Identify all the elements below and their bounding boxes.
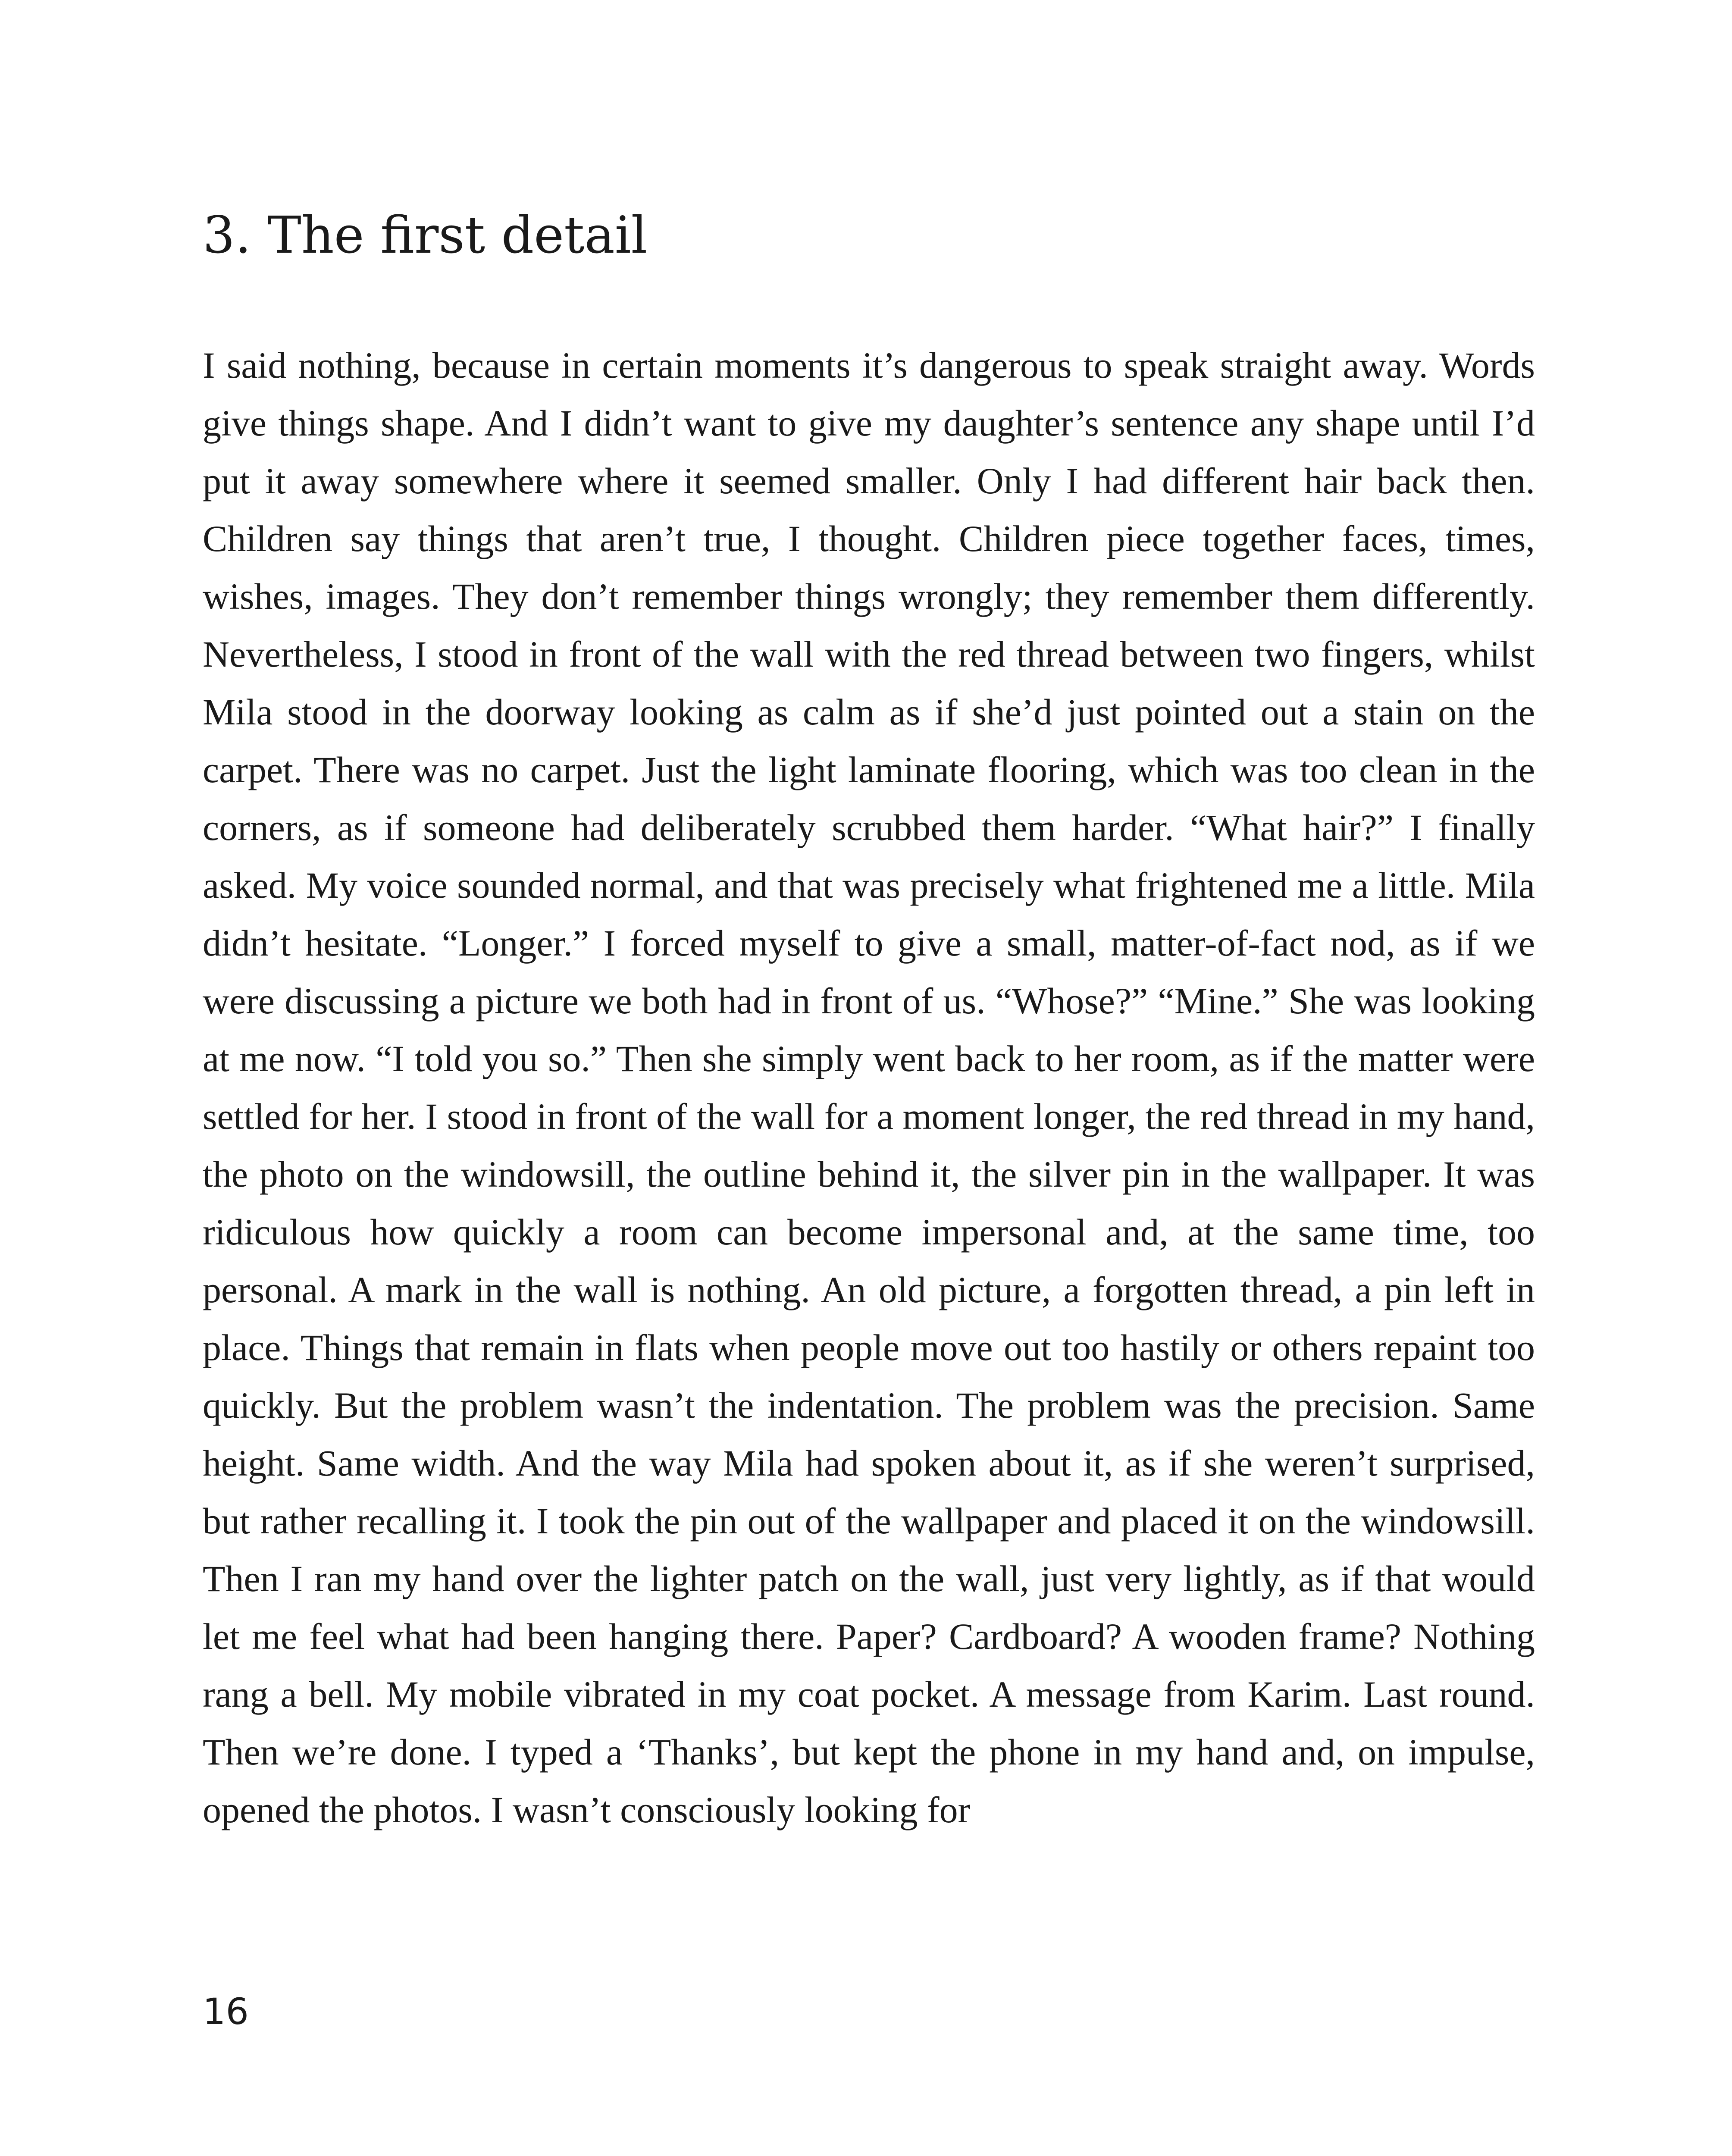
body-paragraph: I said nothing, because in certain moments it’s dangerous to speak straight away. Words give things shape. And I didn’t want to give my daughter’s sentence any shape until I’d put it away somewhere where it seemed smaller. Only I had different hair back then. Children say things that aren’t true, I thought. Children piece together faces, times, wishes, images. They don’t remember things wrongly; they remember them differently. Nevertheless, I stood in front of the wall with the red thread between two fingers, whilst Mila stood in the doorway looking as calm as if she’d just pointed out a stain on the carpet. There was no carpet. Just the light laminate flooring, which was too clean in the corners, as if someone had deliberately scrubbed them harder. “What hair?” I finally asked. My voice sounded normal, and that was precisely what frightened me a little. Mila didn’t hesitate. “Longer.” I forced myself to give a small, matter-of-fact nod, as if we were discussing a picture we both had in front of us. “Whose?” “Mine.” She was looking at me now. “I told you so.” Then she simply went back to her room, as if the matter were settled for her. I stood in front of the wall for a moment longer, the red thread in my hand, the photo on the windowsill, the outline behind it, the silver pin in the wallpaper. It was ridiculous how quickly a room can become impersonal and, at the same time, too personal. A mark in the wall is nothing. An old picture, a forgotten thread, a pin left in place. Things that remain in flats when people move out too hastily or others repaint too quickly. But the problem wasn’t the indentation. The problem was the precision. Same height. Same width. And the way Mila had spoken about it, as if she weren’t surprised, but rather recalling it. I took the pin out of the wallpaper and placed it on the windowsill. Then I ran my hand over the lighter patch on the wall, just very lightly, as if that would let me feel what had been hanging there. Paper? Cardboard? A wooden frame? Nothing rang a bell. My mobile vibrated in my coat pocket. A message from Karim. Last round. Then we’re done. I typed a ‘Thanks’, but kept the phone in my hand and, on impulse, opened the photos. I wasn’t consciously looking for (203, 345, 1535, 1830)
page-number: 16 (203, 1990, 249, 2033)
chapter-title: 3. The first detail (203, 205, 648, 265)
